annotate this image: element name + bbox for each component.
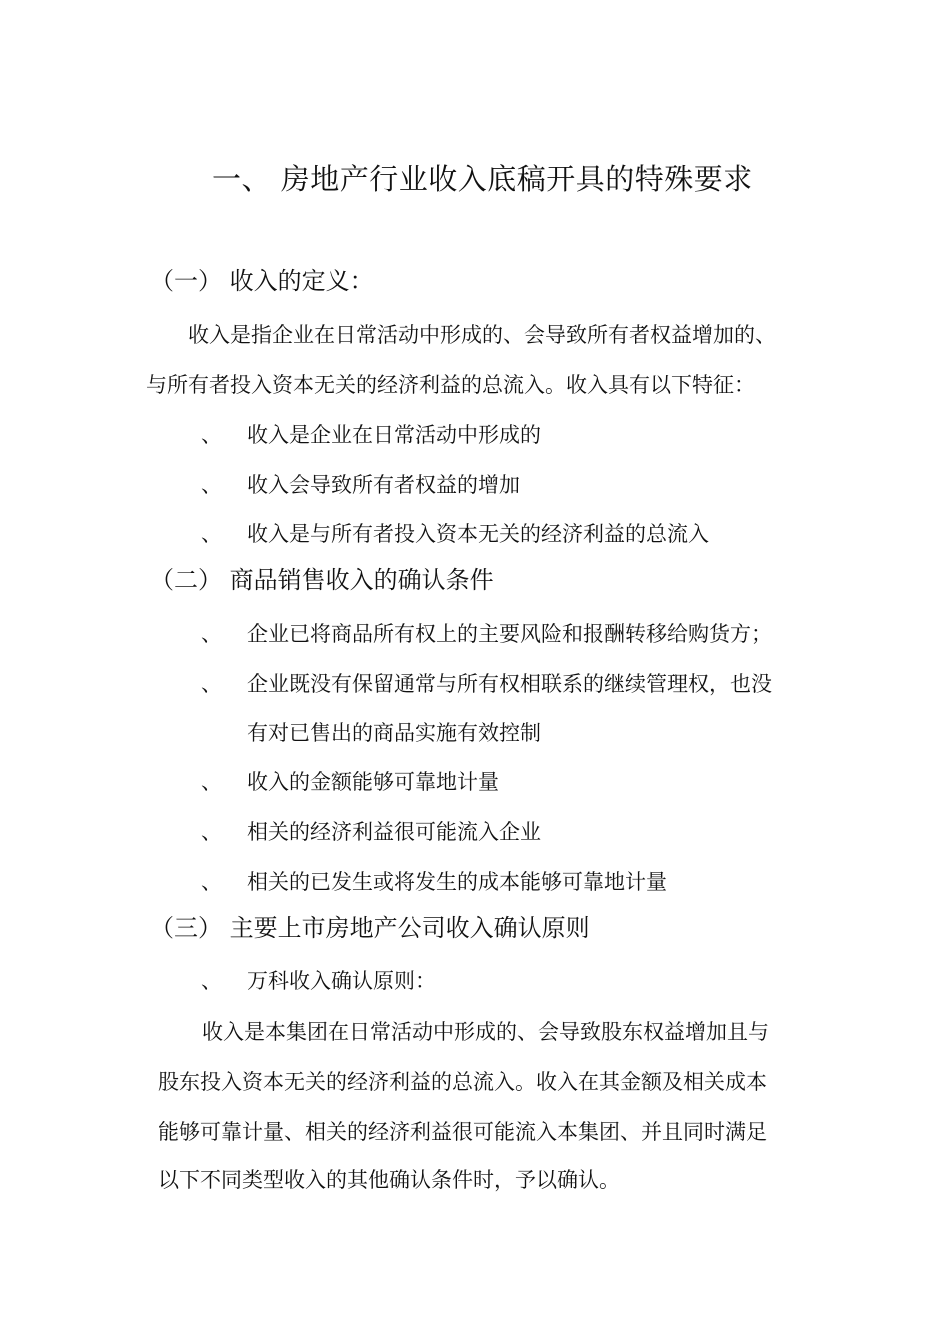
list-item: 相关的经济利益很可能流入企业 (247, 820, 541, 844)
list-marker: 、 (201, 820, 222, 844)
list-marker: 、 (201, 473, 222, 497)
paragraph-line: 能够可靠计量、相关的经济利益很可能流入本集团、并且同时满足 (158, 1120, 767, 1144)
list-item: 收入是企业在日常活动中形成的 (247, 423, 541, 447)
section-heading-definition: （一） 收入的定义： (150, 267, 374, 295)
list-item-continuation: 有对已售出的商品实施有效控制 (247, 721, 541, 745)
list-marker: 、 (201, 522, 222, 546)
section-heading-principles: （三） 主要上市房地产公司收入确认原则 (150, 914, 590, 942)
list-item: 收入是与所有者投入资本无关的经济利益的总流入 (247, 522, 709, 546)
section-heading-recognition: （二） 商品销售收入的确认条件 (150, 566, 494, 594)
page-title: 一、 房地产行业收入底稿开具的特殊要求 (212, 162, 753, 196)
list-marker: 、 (201, 870, 222, 894)
list-item: 企业已将商品所有权上的主要风险和报酬转移给购货方； (247, 622, 772, 646)
list-marker: 、 (201, 423, 222, 447)
paragraph-line: 与所有者投入资本无关的经济利益的总流入。收入具有以下特征： (146, 373, 755, 397)
paragraph-line: 收入是指企业在日常活动中形成的、会导致所有者权益增加的、 (188, 323, 776, 347)
list-marker: 、 (201, 969, 222, 993)
paragraph-line: 以下不同类型收入的其他确认条件时，予以确认。 (158, 1168, 620, 1192)
list-item: 收入会导致所有者权益的增加 (247, 473, 520, 497)
list-item: 万科收入确认原则： (247, 969, 436, 993)
paragraph-line: 收入是本集团在日常活动中形成的、会导致股东权益增加且与 (202, 1020, 769, 1044)
list-marker: 、 (201, 622, 222, 646)
list-item: 企业既没有保留通常与所有权相联系的继续管理权，也没 (247, 672, 772, 696)
list-item: 收入的金额能够可靠地计量 (247, 770, 499, 794)
list-marker: 、 (201, 770, 222, 794)
list-item: 相关的已发生或将发生的成本能够可靠地计量 (247, 870, 667, 894)
paragraph-line: 股东投入资本无关的经济利益的总流入。收入在其金额及相关成本 (158, 1070, 767, 1094)
list-marker: 、 (201, 672, 222, 696)
